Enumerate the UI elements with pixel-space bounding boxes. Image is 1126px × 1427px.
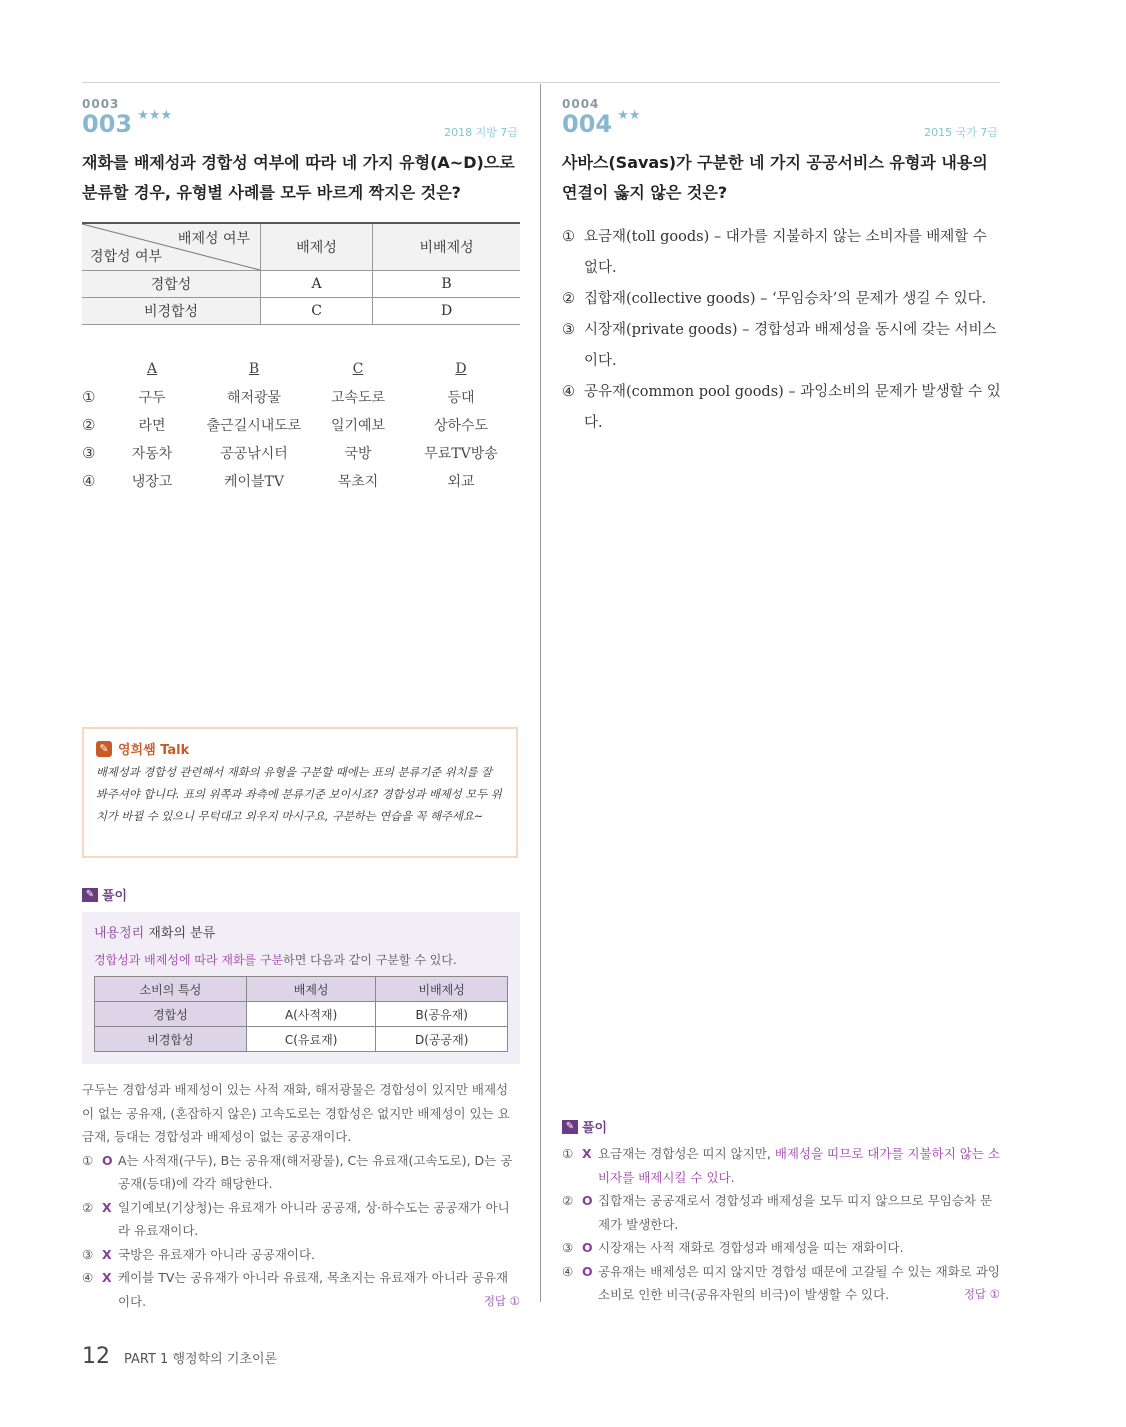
choice-a: 냉장고 bbox=[131, 474, 173, 490]
row-label: 경합성 bbox=[82, 271, 261, 298]
note-icon: ✎ bbox=[82, 888, 98, 902]
choice-number: ③ bbox=[82, 444, 96, 462]
explanation-item bbox=[82, 1243, 520, 1267]
explanation-item bbox=[562, 1189, 1000, 1236]
difficulty-stars: ★★ bbox=[617, 108, 641, 123]
choice-c: 국방 bbox=[344, 446, 372, 462]
summary-header-cell: 배제성 bbox=[246, 977, 376, 1002]
item-number: ① bbox=[562, 1146, 574, 1161]
choices-header bbox=[82, 355, 522, 383]
option-3[interactable] bbox=[562, 315, 1002, 377]
choice-b: 해저광물 bbox=[226, 390, 282, 406]
solution-header bbox=[82, 885, 520, 904]
summary-title: 재화의 분류 bbox=[148, 926, 216, 941]
option-4[interactable] bbox=[562, 377, 1002, 439]
item-text: 요금재는 경합성은 띠지 않지만, bbox=[598, 1146, 775, 1161]
cell: B bbox=[373, 271, 520, 298]
item-highlight: 배제성을 띠므로 대가를 지불하지 않는 소비자를 배제시킬 수 있다. bbox=[598, 1146, 1000, 1185]
option-number: ③ bbox=[562, 322, 575, 338]
table-row bbox=[82, 298, 520, 325]
table-row bbox=[95, 1027, 508, 1052]
item-text: 국방은 유료재가 아니라 공공재이다. bbox=[118, 1246, 316, 1262]
question-3 bbox=[82, 98, 522, 495]
summary-heading bbox=[94, 922, 508, 941]
item-text: 일기예보(기상청)는 유료재가 아니라 공공재, 상·하수도는 공공재가 아니라 유료재이다. bbox=[118, 1199, 510, 1238]
choice-d: 외교 bbox=[447, 474, 475, 490]
talk-title-text: 영희쌤 Talk bbox=[118, 743, 190, 758]
table-row bbox=[95, 1002, 508, 1027]
item-text: 집합재는 공공재로서 경합성과 배제성을 모두 띠지 않으므로 무임승차 문제가 발생한다. bbox=[598, 1193, 993, 1232]
explanation-item bbox=[82, 1149, 520, 1196]
choice-number: ④ bbox=[82, 472, 96, 490]
choice-1[interactable] bbox=[82, 383, 522, 411]
item-text: 케이블 TV는 공유재가 아니라 유료재, 목초지는 유료재가 아니라 공유재이다. bbox=[118, 1270, 509, 1309]
choice-d: 등대 bbox=[447, 390, 475, 406]
solution-4 bbox=[562, 1117, 1000, 1307]
option-text: 공유재(common pool goods) – 과잉소비의 문제가 발생할 수 있다. bbox=[584, 384, 1001, 431]
question-id: 0003 bbox=[82, 97, 120, 111]
summary-cell: D(공공재) bbox=[376, 1027, 508, 1052]
summary-box bbox=[82, 912, 520, 1064]
table-row bbox=[82, 271, 520, 298]
choice-a: 자동차 bbox=[131, 446, 173, 462]
choice-c: 고속도로 bbox=[330, 390, 386, 406]
correct-mark: O bbox=[102, 1152, 113, 1168]
answer-label: 정답 ① bbox=[963, 1287, 1000, 1301]
answer-options bbox=[562, 222, 1002, 439]
choice-col-c: C bbox=[352, 361, 364, 377]
talk-body: 배제성과 경합성 관련해서 재화의 유형을 구분할 때에는 표의 분류기준 위치를 잘 봐주셔야 합니다. 표의 위쪽과 좌측에 분류기준 보이시죠? 경합성과 배제성 모두 위치가 바뀔 수 있으니 무턱대고 외우지 마시구요, 구분하는 연습을 꼭 해주세요~ bbox=[96, 766, 502, 823]
choice-4[interactable] bbox=[82, 467, 522, 495]
solution-header bbox=[562, 1117, 1000, 1136]
explanation-intro: 구두는 경합성과 배제성이 있는 사적 재화, 해저광물은 경합성이 있지만 배제성이 없는 공유재, (혼잡하지 않은) 고속도로는 경합성은 없지만 배제성이 있는 요금재, 등대는 경합성과 배제성이 없는 공공재이다. bbox=[82, 1082, 510, 1144]
item-text: A는 사적재(구두), B는 공유재(해저광물), C는 유료재(고속도로), D는 공공재(등대)에 각각 해당한다. bbox=[118, 1152, 513, 1191]
summary-header-cell: 비배제성 bbox=[376, 977, 508, 1002]
choice-number: ② bbox=[82, 416, 96, 434]
choice-col-a: A bbox=[146, 361, 158, 377]
summary-line bbox=[94, 951, 508, 968]
correct-mark: O bbox=[582, 1193, 593, 1208]
col-header-excludable: 배제성 bbox=[261, 223, 373, 271]
item-text: 공유재는 배제성은 띠지 않지만 경합성 때문에 고갈될 수 있는 재화로 과잉소비로 인한 비극(공유자원의 비극)이 발생할 수 있다. bbox=[598, 1263, 1000, 1302]
choice-col-d: D bbox=[455, 361, 467, 377]
column-divider bbox=[540, 84, 541, 1302]
teacher-talk-box bbox=[82, 727, 518, 858]
explanation-item bbox=[82, 1196, 520, 1243]
question-header bbox=[82, 98, 522, 144]
choice-number: ① bbox=[82, 388, 96, 406]
choice-b: 출근길시내도로 bbox=[206, 418, 302, 434]
summary-label: 내용정리 bbox=[94, 926, 145, 941]
option-text: 시장재(private goods) – 경합성과 배제성을 동시에 갖는 서비스이다. bbox=[584, 322, 997, 369]
question-source: 2015 국가 7급 bbox=[924, 126, 998, 139]
option-number: ② bbox=[562, 291, 575, 307]
correct-mark: O bbox=[582, 1263, 593, 1279]
summary-row-label: 비경합성 bbox=[95, 1027, 247, 1052]
pencil-icon: ✎ bbox=[96, 741, 112, 757]
question-text: 재화를 배제성과 경합성 여부에 따라 네 가지 유형(A~D)으로 분류할 경우, 유형별 사례를 모두 바르게 짝지은 것은? bbox=[82, 153, 515, 202]
choice-d: 무료TV방송 bbox=[424, 446, 498, 462]
diag-bottom-label: 경합성 여부 bbox=[90, 249, 163, 265]
choice-c: 목초지 bbox=[337, 474, 379, 490]
item-number: ③ bbox=[562, 1240, 574, 1255]
choice-b: 케이블TV bbox=[223, 474, 285, 490]
item-number: ④ bbox=[82, 1270, 94, 1285]
row-label: 비경합성 bbox=[82, 298, 261, 325]
diag-top-label: 배제성 여부 bbox=[177, 231, 250, 247]
explanation bbox=[82, 1078, 520, 1313]
choice-col-b: B bbox=[248, 361, 260, 377]
wrong-mark: X bbox=[102, 1270, 112, 1285]
solution-title: 풀이 bbox=[102, 889, 128, 904]
option-1[interactable] bbox=[562, 222, 1002, 284]
option-text: 집합재(collective goods) – ‘무임승차’의 문제가 생길 수 있다. bbox=[584, 291, 987, 307]
option-2[interactable] bbox=[562, 284, 1002, 315]
choice-b: 공공낚시터 bbox=[220, 446, 288, 462]
col-header-nonexcludable: 비배제성 bbox=[373, 223, 520, 271]
classification-table bbox=[82, 222, 520, 325]
explanation-item bbox=[82, 1266, 520, 1313]
solution-title: 풀이 bbox=[582, 1121, 608, 1136]
page-number: 12 bbox=[82, 1344, 110, 1369]
question-source: 2018 지방 7급 bbox=[444, 126, 518, 139]
summary-table bbox=[94, 976, 508, 1052]
top-rule bbox=[82, 82, 1000, 83]
note-icon: ✎ bbox=[562, 1120, 578, 1134]
question-id: 0004 bbox=[562, 97, 600, 111]
choice-a: 라면 bbox=[138, 418, 166, 434]
part-title: PART 1 행정학의 기초이론 bbox=[124, 1352, 278, 1367]
summary-cell: B(공유재) bbox=[376, 1002, 508, 1027]
explanation bbox=[562, 1142, 1000, 1307]
explanation-item bbox=[562, 1260, 1000, 1307]
correct-mark: O bbox=[582, 1240, 593, 1255]
difficulty-stars: ★★★ bbox=[137, 108, 173, 123]
summary-highlight: 경합성과 배제성에 따라 재화를 구분 bbox=[94, 953, 284, 967]
wrong-mark: X bbox=[102, 1199, 112, 1215]
page-footer bbox=[82, 1344, 277, 1369]
item-number: ② bbox=[82, 1199, 94, 1215]
cell: A bbox=[261, 271, 373, 298]
summary-header-cell: 소비의 특성 bbox=[95, 977, 247, 1002]
item-number: ④ bbox=[562, 1263, 574, 1279]
choice-d: 상하수도 bbox=[433, 418, 489, 434]
item-number: ③ bbox=[82, 1246, 94, 1262]
option-number: ① bbox=[562, 229, 575, 245]
question-text: 사바스(Savas)가 구분한 네 가지 공공서비스 유형과 내용의 연결이 옳지 않은 것은? bbox=[562, 153, 988, 202]
summary-cell: C(유료재) bbox=[246, 1027, 376, 1052]
option-number: ④ bbox=[562, 384, 575, 400]
summary-rest: 하면 다음과 같이 구분할 수 있다. bbox=[283, 953, 457, 967]
item-text: 시장재는 사적 재화로 경합성과 배제성을 띠는 재화이다. bbox=[598, 1240, 904, 1255]
explanation-item bbox=[562, 1142, 1000, 1189]
item-number: ② bbox=[562, 1193, 574, 1208]
cell: D bbox=[373, 298, 520, 325]
question-number: 003 bbox=[82, 110, 133, 138]
question-number: 004 bbox=[562, 110, 613, 138]
wrong-mark: X bbox=[102, 1246, 112, 1262]
choice-a: 구두 bbox=[138, 390, 166, 406]
diagonal-header-cell bbox=[82, 223, 261, 271]
answer-label: 정답 ① bbox=[483, 1293, 520, 1308]
talk-title bbox=[96, 739, 504, 758]
summary-cell: A(사적재) bbox=[246, 1002, 376, 1027]
option-text: 요금재(toll goods) – 대가를 지불하지 않는 소비자를 배제할 수 없다. bbox=[584, 229, 987, 276]
wrong-mark: X bbox=[582, 1146, 592, 1161]
question-header bbox=[562, 98, 1002, 144]
question-4 bbox=[562, 98, 1002, 439]
cell: C bbox=[261, 298, 373, 325]
answer-choices bbox=[82, 355, 522, 495]
choice-2[interactable] bbox=[82, 411, 522, 439]
choice-3[interactable] bbox=[82, 439, 522, 467]
summary-row-label: 경합성 bbox=[95, 1002, 247, 1027]
explanation-item bbox=[562, 1236, 1000, 1260]
choice-c: 일기예보 bbox=[330, 418, 386, 434]
item-number: ① bbox=[82, 1152, 94, 1168]
solution-3 bbox=[82, 885, 520, 1313]
